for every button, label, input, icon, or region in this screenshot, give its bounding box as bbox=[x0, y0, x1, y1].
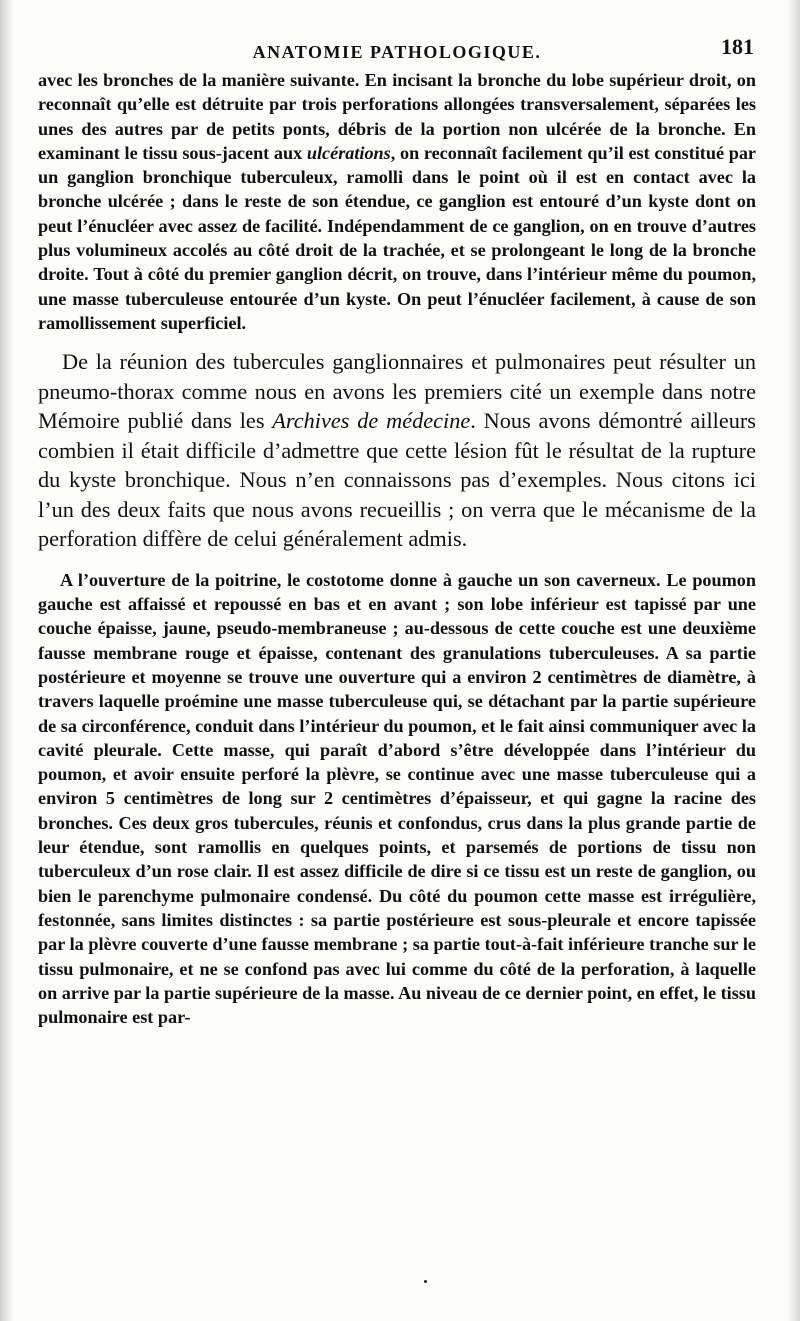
text-run: avec les bronches de la manière suivante. En incisant la bronche du lobe supérieur droit, on reconnaît qu’elle est détruite par trois perforations allongées transversalement, séparées les unes des autres par de petits ponts, débris de la portion non ulcérée de la bronche. En examinant le tissu sous-jacent aux bbox=[38, 70, 756, 163]
text-run: De la réunion des tubercules ganglionnaires et pulmonaires peut résulter un pneumo-thorax comme nous en avons les premiers cité un exemple dans notre Mémoire publié dans les bbox=[38, 349, 756, 434]
text-run: . Nous avons démontré ailleurs combien il était difficile d’admettre que cette lésion fût le résultat de la rupture du kyste bronchique. Nous n’en connaissons pas d’exemples. Nous citons ici l’un des deux faits que nous avons recueillis ; on verra que le mécanisme de la perforation diffère de celui généralement admis. bbox=[38, 408, 756, 552]
italic-text: Archives de médecine bbox=[272, 408, 471, 434]
paragraph-2 bbox=[38, 347, 756, 554]
page-number: 181 bbox=[721, 34, 754, 59]
italic-text: ulcérations bbox=[306, 142, 391, 163]
paragraph-1 bbox=[38, 68, 756, 335]
text-run: A l’ouverture de la poitrine, le costotome donne à gauche un son caverneux. Le poumon gauche est affaissé et repoussé en bas et en avant ; son lobe inférieur est tapissé par une couche épaisse, jaune, pseudo-membraneuse ; au-dessous de cette couche est une deuxième fausse membrane rouge et épaisse, contenant des granulations tuberculeuses. A sa partie postérieure et moyenne se trouve une ouverture qui a environ 2 centimètres de diamètre, à travers laquelle proémine une masse tuberculeuse qui, se détachant par la partie supérieure de sa circonférence, conduit dans l’intérieur du poumon, et le fait ainsi communiquer avec la cavité pleurale. Cette masse, qui paraît d’abord s’être développée dans l’intérieur du poumon, et avoir ensuite perforé la plèvre, se continue avec une masse tuberculeuse qui a environ 5 centimètres de long sur 2 centimètres d’épaisseur, et qui gagne la racine des bronches. Ces deux gros tubercules, réunis et confondus, crus dans la plus grande partie de leur étendue, sont ramollis en quelques points, et parsemés de portions de tissu non tuberculeux d’un rose clair. Il est assez difficile de dire si ce tissu est un reste de ganglion, ou bien le parenchyme pulmonaire condensé. Du côté du poumon cette masse est irrégulière, festonnée, sans limites distinctes : sa partie postérieure est sous-pleurale et encore tapissée par la plèvre couverte d’une fausse membrane ; sa partie tout-à-fait inférieure tranche sur le tissu pulmonaire, et ne se confond pas avec lui comme du côté de la perforation, à laquelle on arrive par la partie supérieure de la masse. Au niveau de ce dernier point, en effet, le tissu pulmonaire est par- bbox=[38, 569, 756, 1028]
running-title: ANATOMIE PATHOLOGIQUE. bbox=[252, 42, 542, 62]
text-run: , on reconnaît facilement qu’il est constitué par un ganglion bronchique tuberculeux, ramolli dans le point où il est en contact avec la bronche ulcérée ; dans le reste de son étendue, ce ganglion est entouré d’un kyste dont on peut l’énucléer avec assez de facilité. Indépendamment de ce ganglion, on en trouve d’autres plus volumineux accolés au côté droit de la trachée, et se prolongeant le long de la bronche droite. Tout à côté du premier ganglion décrit, on trouve, dans l’intérieur même du poumon, une masse tuberculeuse entourée d’un kyste. On peut l’énucléer facilement, à cause de son ramollissement superficiel. bbox=[38, 142, 756, 333]
print-speck bbox=[424, 1280, 427, 1283]
body-text bbox=[38, 68, 756, 1029]
running-head bbox=[38, 28, 756, 68]
paragraph-3 bbox=[38, 568, 756, 1030]
